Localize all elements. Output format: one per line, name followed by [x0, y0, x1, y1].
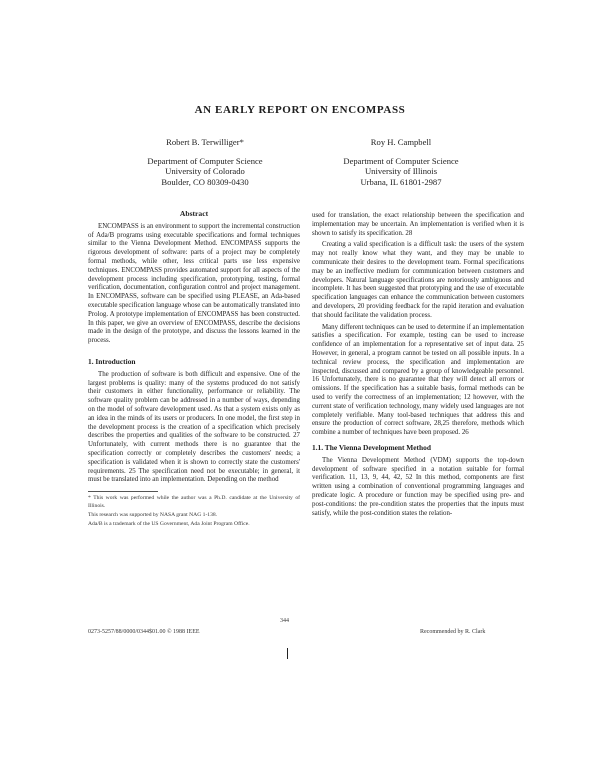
paper-title: AN EARLY REPORT ON ENCOMPASS — [194, 104, 406, 116]
author-name: Robert B. Terwilliger* — [166, 137, 244, 147]
footnote: * This work was performed while the author was a Ph.D. candidate at the University of Illinois. — [88, 495, 300, 509]
footnote-rule — [88, 491, 158, 492]
author-inst: University of Colorado — [165, 166, 245, 176]
subsection-heading: 1.1. The Vienna Development Method — [312, 442, 431, 452]
author-dept: Department of Computer Science — [147, 155, 263, 166]
paragraph: used for translation, the exact relationship between the specification and implementation may be uncertain. An implementation is verified when it is shown to satisfy its specification. 28 — [312, 212, 524, 237]
footnote: This research was supported by NASA grant NAG 1-138. — [88, 511, 218, 518]
paragraph: Many different techniques can be used to determine if an implementation satisfies a specification. For example, testing can be used to increase confidence of an implementation for a representative set of input data. 25 However, in general, a program cannot be tested on all possible inputs. In a technical review process, the specification and implementation are inspected, discussed and compared by a group of knowledgeable personnel. 16 Unfortunately, there is no guarantee that they will detect all errors or omissions. If the specification has a suitable basis, formal methods can be used to verify the correctness of an implementation; 12 however, with the current state of verification technology, many widely used languages are not completely verifiable. Many tool-based techniques that address this and ensure the production of correct software, 28,25 therefore, methods which combine a number of techniques have been proposed. 26 — [312, 323, 524, 437]
author-addr: Urbana, IL 61801-2987 — [360, 176, 442, 187]
left-column — [88, 210, 300, 529]
page-number: 344 — [280, 618, 289, 624]
right-column — [312, 212, 524, 518]
section-heading: 1. Introduction — [88, 356, 136, 366]
footnotes — [88, 495, 300, 529]
paragraph: The production of software is both difficult and expensive. One of the largest problems is quality: many of the systems produced do not satisfy their customers in either functionality, performance or reliability. The software quality problem can be addressed in a number of ways, depending on the model of software development used. As that a system exists only as an idea in the minds of its users or producers. In one model, the first step in the development process is the creation of a specification which precisely describes the properties and qualities of the software to be constructed. 27 Unfortunately, with current methods there is no guarantee that the specification correctly or completely describes the customers' needs; a specification is validated when it is shown to correctly state the customers' requirements. 25 The specification need not be executable; in general, it must be translated into an implementation. Depending on the method — [88, 370, 300, 484]
author-block-1 — [120, 137, 290, 187]
author-inst: University of Illinois — [364, 166, 438, 176]
author-name: Roy H. Campbell — [370, 137, 432, 147]
paragraph: The Vienna Development Method (VDM) supports the top-down development of software specified in a notation suitable for formal verification. 11, 13, 9, 44, 42, 52 In this method, components are first written using a combination of conventional programming languages and predicate logic. A procedure or function may be specified using pre- and post-conditions: the pre-condition states the properties that the inputs must satisfy, while the post-condition states the relation- — [312, 456, 524, 517]
paragraph: Creating a valid specification is a difficult task: the users of the system may not really know what they want, and they may be unable to communicate their desires to the development team. Formal specifications may be an ineffective medium for communication between customers and developers. Natural language specifications are notoriously ambiguous and incomplete. It has been suggested that prototyping and the use of executable specification languages can enhance the communication between customers and developers, 20 providing feedback for the rapid iteration and evaluation that should facilitate the validation process. — [312, 241, 524, 319]
author-block-2 — [316, 137, 486, 187]
abstract-heading: Abstract — [179, 209, 209, 218]
copyright-line: 0273-5257/88/0000/0344$01.00 © 1988 IEEE — [88, 629, 200, 635]
recommended-by: Recommended by R. Clark — [420, 629, 486, 635]
binding-mark — [287, 648, 288, 659]
author-addr: Boulder, CO 80309-0430 — [161, 176, 249, 187]
author-dept: Department of Computer Science — [343, 155, 459, 166]
abstract-text: ENCOMPASS is an environment to support the incremental construction of Ada/B programs using executable specifications and formal techniques similar to the Vienna Development Method. ENCOMPASS supports the rigorous development of software: parts of a project may be completely formal methods, while other, less critical parts use less expensive techniques. ENCOMPASS provides automated support for all aspects of the development process including specification, prototyping, testing, formal verification, documentation, configuration control and project management. In ENCOMPASS, software can be specified using PLEASE, an Ada-based executable specification language whose can be automatically translated into Prolog. A prototype implementation of ENCOMPASS has been constructed. In this paper, we give an overview of ENCOMPASS, describe the decisions made in the design of the prototype, and discuss the lessons learned in the process. — [88, 222, 300, 345]
footnote: Ada/B is a trademark of the US Government, Ada Joint Program Office. — [88, 521, 250, 528]
